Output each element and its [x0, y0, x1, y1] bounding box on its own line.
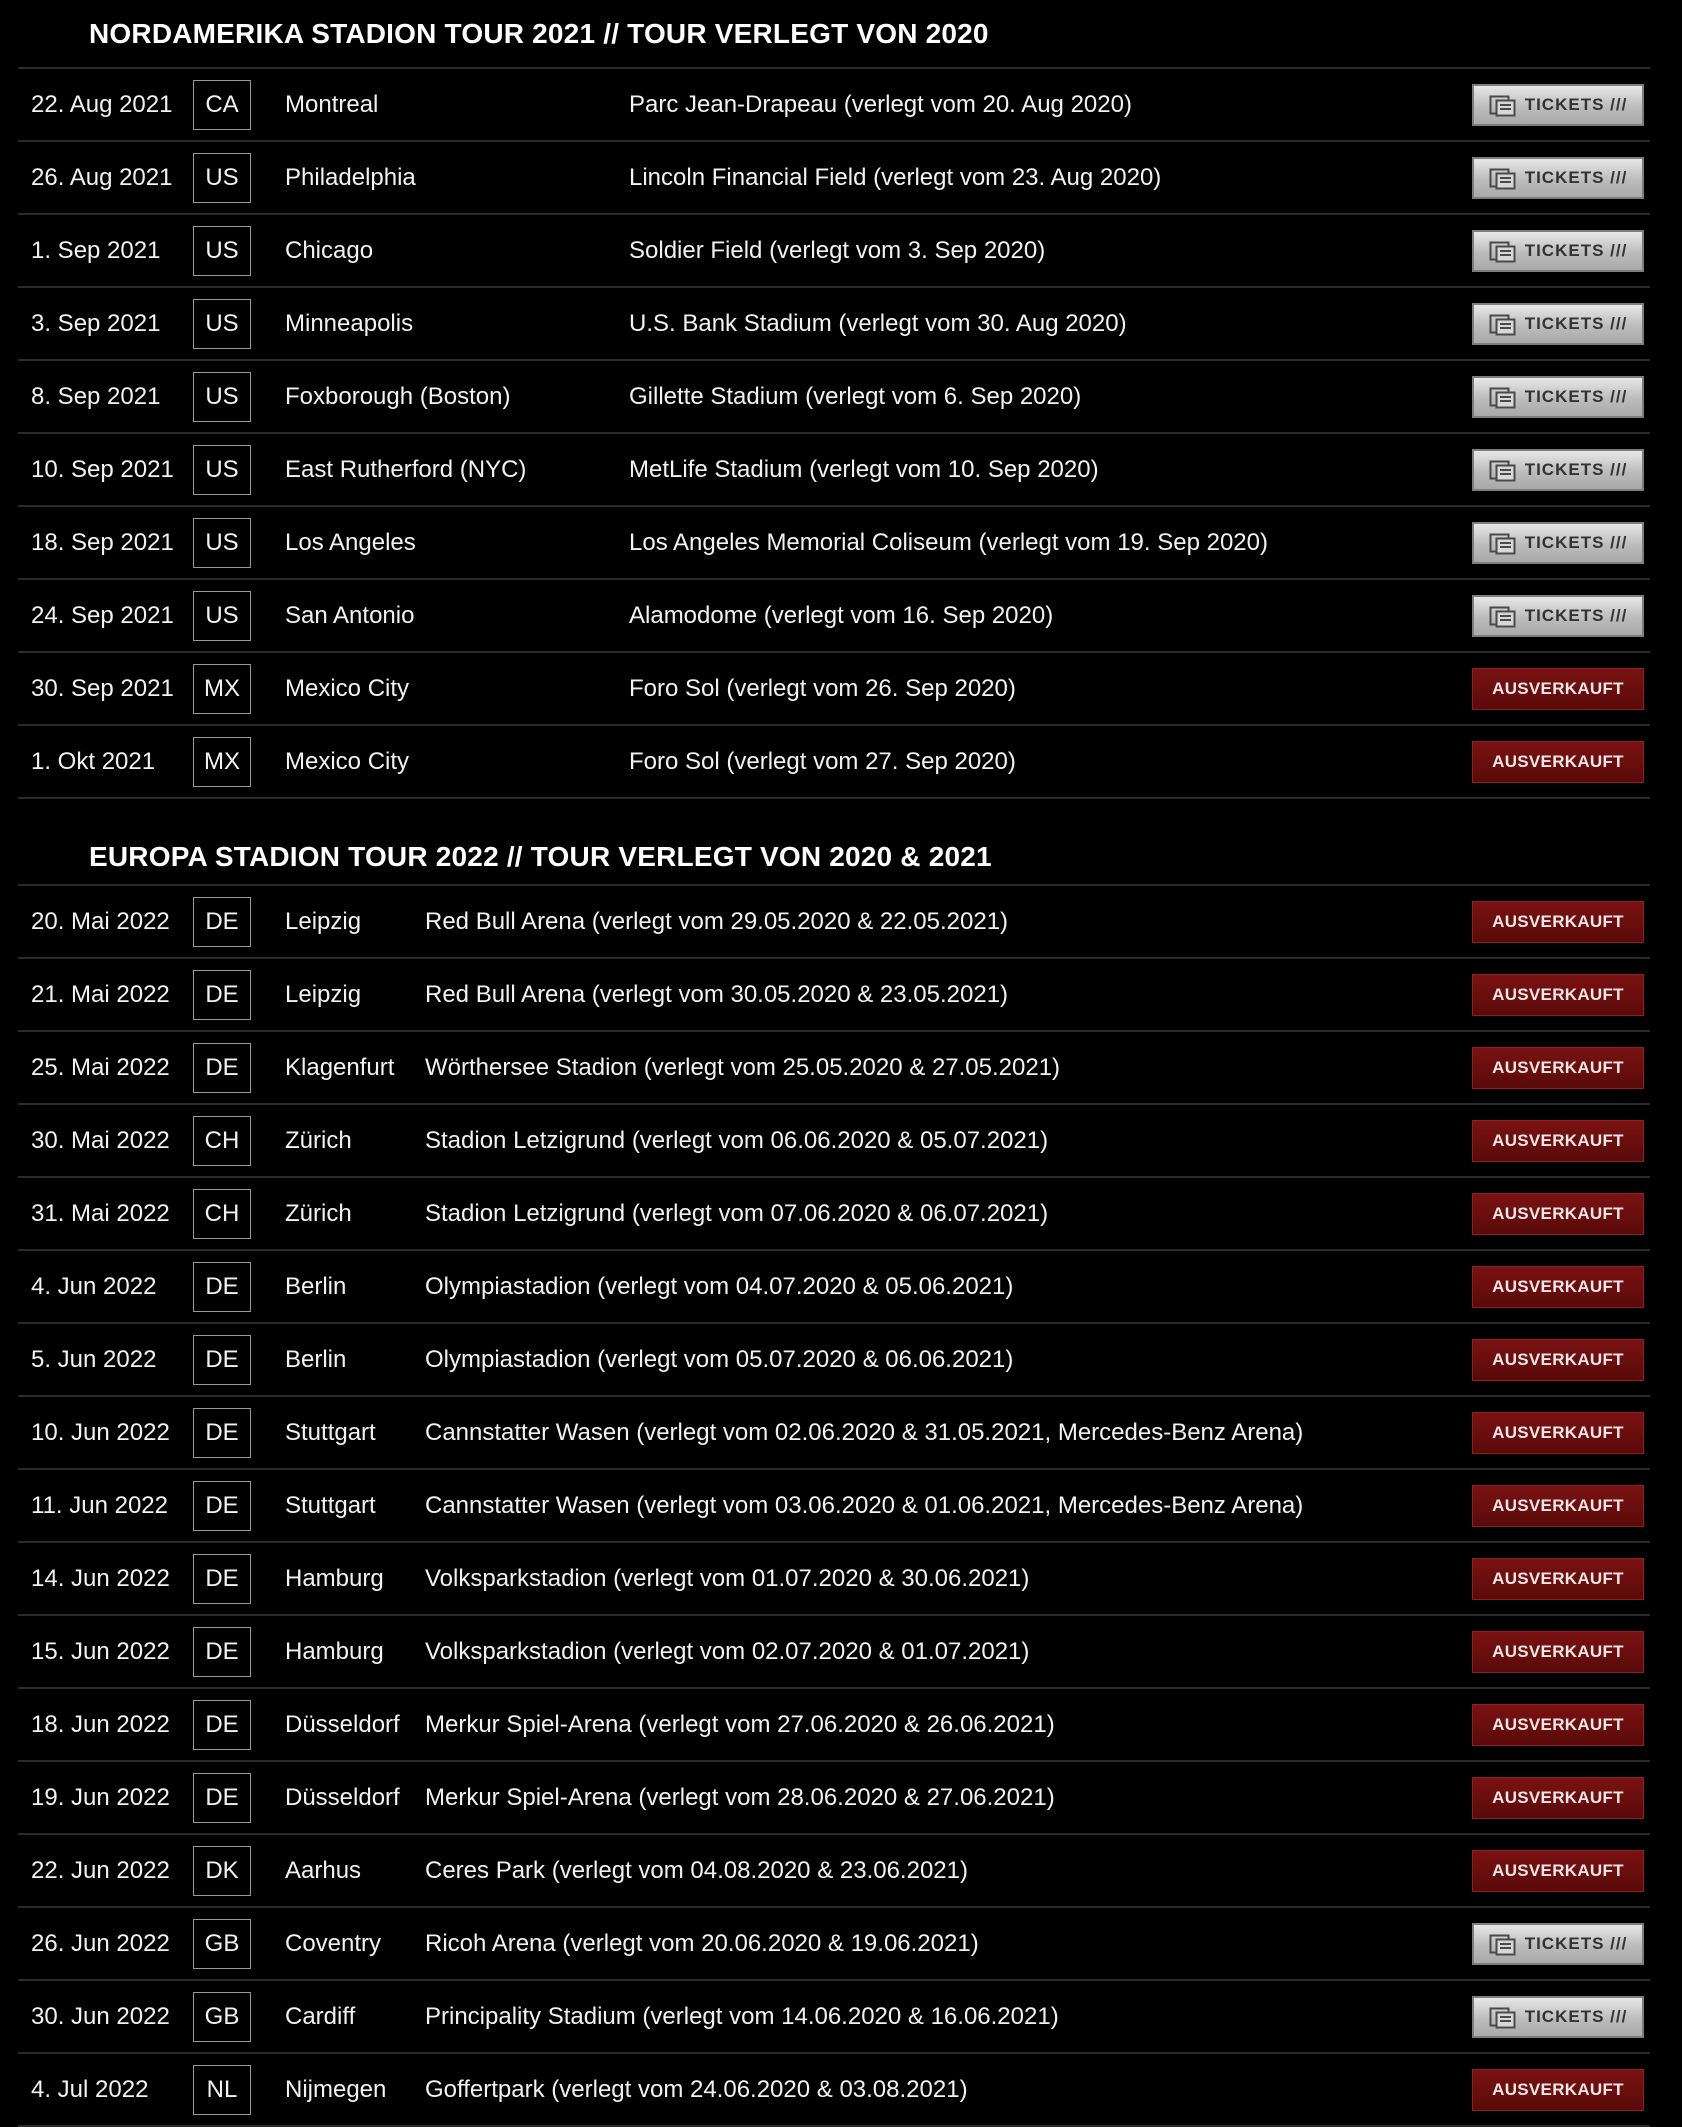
tickets-button[interactable] [1472, 157, 1644, 199]
action-cell [1468, 1850, 1650, 1892]
country-code-badge: US [193, 226, 251, 276]
event-venue: Soldier Field (verlegt vom 3. Sep 2020) [629, 236, 1046, 264]
country-code-badge: US [193, 372, 251, 422]
ticket-icon [1489, 458, 1517, 482]
sold-out-badge: AUSVERKAUFT [1472, 1266, 1644, 1308]
tickets-button[interactable] [1472, 230, 1644, 272]
table-row [18, 1176, 1650, 1249]
ticket-icon [1489, 312, 1517, 336]
event-date: 10. Sep 2021 [31, 455, 174, 483]
event-date: 1. Sep 2021 [31, 236, 161, 264]
tickets-button[interactable] [1472, 376, 1644, 418]
table-row [18, 651, 1650, 724]
event-venue: Red Bull Arena (verlegt vom 30.05.2020 & 23.05.2021) [425, 980, 1009, 1008]
ticket-icon [1489, 1932, 1517, 1956]
ticket-icon [1489, 385, 1517, 409]
action-cell [1468, 1193, 1650, 1235]
event-city: Zürich [285, 1126, 352, 1154]
section-north-america [0, 0, 1682, 799]
event-date: 30. Jun 2022 [31, 2002, 170, 2030]
action-cell [1468, 2069, 1650, 2111]
tickets-button[interactable] [1472, 303, 1644, 345]
table-row [18, 140, 1650, 213]
tickets-label: TICKETS /// [1524, 240, 1628, 260]
table-row [18, 1395, 1650, 1468]
action-cell [1468, 522, 1650, 564]
table-row [18, 505, 1650, 578]
event-date: 10. Jun 2022 [31, 1418, 170, 1446]
country-code-badge: DE [193, 1773, 251, 1823]
sold-out-badge: AUSVERKAUFT [1472, 668, 1644, 710]
event-date: 30. Mai 2022 [31, 1126, 170, 1154]
event-city: Cardiff [285, 2002, 356, 2030]
event-venue: Red Bull Arena (verlegt vom 29.05.2020 & 22.05.2021) [425, 907, 1009, 935]
country-code-badge: DE [193, 970, 251, 1020]
tickets-label: TICKETS /// [1524, 386, 1628, 406]
event-venue: Merkur Spiel-Arena (verlegt vom 27.06.2020 & 26.06.2021) [425, 1710, 1055, 1738]
event-date: 18. Sep 2021 [31, 528, 174, 556]
event-date: 20. Mai 2022 [31, 907, 170, 935]
event-city: Foxborough (Boston) [285, 382, 511, 410]
event-city: Mexico City [285, 674, 410, 702]
table-row [18, 359, 1650, 432]
ticket-icon [1489, 604, 1517, 628]
event-city: Los Angeles [285, 528, 416, 556]
event-venue: Goffertpark (verlegt vom 24.06.2020 & 03.08.2021) [425, 2075, 968, 2103]
event-city: Minneapolis [285, 309, 414, 337]
section-title: NORDAMERIKA STADION TOUR 2021 // TOUR VERLEGT VON 2020 [89, 17, 989, 49]
action-cell [1468, 1412, 1650, 1454]
event-city: Klagenfurt [285, 1053, 395, 1081]
event-date: 3. Sep 2021 [31, 309, 161, 337]
action-cell [1468, 741, 1650, 783]
ticket-icon [1489, 166, 1517, 190]
table-row [18, 432, 1650, 505]
event-date: 22. Jun 2022 [31, 1856, 170, 1884]
table-row [18, 1103, 1650, 1176]
sold-out-badge: AUSVERKAUFT [1472, 1777, 1644, 1819]
event-date: 4. Jun 2022 [31, 1272, 157, 1300]
event-city: Berlin [285, 1345, 347, 1373]
event-city: Stuttgart [285, 1491, 376, 1519]
event-venue: Ceres Park (verlegt vom 04.08.2020 & 23.06.2021) [425, 1856, 968, 1884]
table-row [18, 286, 1650, 359]
event-date: 15. Jun 2022 [31, 1637, 170, 1665]
sold-out-badge: AUSVERKAUFT [1472, 1850, 1644, 1892]
country-code-badge: NL [193, 2065, 251, 2115]
action-cell [1468, 901, 1650, 943]
table-row [18, 1614, 1650, 1687]
action-cell [1468, 595, 1650, 637]
country-code-badge: GB [193, 1919, 251, 1969]
sold-out-badge: AUSVERKAUFT [1472, 1558, 1644, 1600]
country-code-badge: US [193, 445, 251, 495]
action-cell [1468, 449, 1650, 491]
event-city: Zürich [285, 1199, 352, 1227]
event-venue: Volksparkstadion (verlegt vom 02.07.2020 & 01.07.2021) [425, 1637, 1030, 1665]
tour-dates-table [18, 884, 1650, 2127]
action-cell [1468, 1558, 1650, 1600]
event-date: 4. Jul 2022 [31, 2075, 149, 2103]
event-city: East Rutherford (NYC) [285, 455, 527, 483]
table-row [18, 67, 1650, 140]
country-code-badge: DE [193, 1700, 251, 1750]
action-cell [1468, 157, 1650, 199]
tickets-button[interactable] [1472, 595, 1644, 637]
action-cell [1468, 1777, 1650, 1819]
event-city: Berlin [285, 1272, 347, 1300]
event-city: Düsseldorf [285, 1783, 400, 1811]
action-cell [1468, 303, 1650, 345]
country-code-badge: DE [193, 1627, 251, 1677]
action-cell [1468, 84, 1650, 126]
table-row [18, 724, 1650, 799]
country-code-badge: US [193, 153, 251, 203]
country-code-badge: DE [193, 1043, 251, 1093]
action-cell [1468, 668, 1650, 710]
sold-out-badge: AUSVERKAUFT [1472, 1704, 1644, 1746]
table-row [18, 1541, 1650, 1614]
event-date: 21. Mai 2022 [31, 980, 170, 1008]
event-city: Stuttgart [285, 1418, 376, 1446]
event-date: 11. Jun 2022 [31, 1491, 169, 1519]
country-code-badge: MX [193, 737, 251, 787]
event-date: 8. Sep 2021 [31, 382, 161, 410]
ticket-icon [1489, 2005, 1517, 2029]
table-row [18, 213, 1650, 286]
ticket-icon [1489, 93, 1517, 117]
table-row [18, 2052, 1650, 2127]
tickets-button[interactable] [1472, 84, 1644, 126]
event-date: 22. Aug 2021 [31, 90, 173, 118]
event-date: 18. Jun 2022 [31, 1710, 170, 1738]
table-row [18, 1833, 1650, 1906]
sold-out-badge: AUSVERKAUFT [1472, 1339, 1644, 1381]
event-venue: Los Angeles Memorial Coliseum (verlegt vom 19. Sep 2020) [629, 528, 1268, 556]
event-city: Hamburg [285, 1637, 384, 1665]
event-city: Leipzig [285, 907, 362, 935]
country-code-badge: GB [193, 1992, 251, 2042]
event-venue: Wörthersee Stadion (verlegt vom 25.05.2020 & 27.05.2021) [425, 1053, 1061, 1081]
event-venue: MetLife Stadium (verlegt vom 10. Sep 2020) [629, 455, 1099, 483]
tickets-label: TICKETS /// [1524, 2006, 1628, 2026]
event-date: 19. Jun 2022 [31, 1783, 170, 1811]
sold-out-badge: AUSVERKAUFT [1472, 901, 1644, 943]
tickets-label: TICKETS /// [1524, 167, 1628, 187]
event-venue: Parc Jean-Drapeau (verlegt vom 20. Aug 2020) [629, 90, 1132, 118]
sold-out-badge: AUSVERKAUFT [1472, 974, 1644, 1016]
country-code-badge: US [193, 299, 251, 349]
section-title: EUROPA STADION TOUR 2022 // TOUR VERLEGT VON 2020 & 2021 [89, 841, 992, 872]
country-code-badge: US [193, 518, 251, 568]
event-venue: Stadion Letzigrund (verlegt vom 06.06.2020 & 05.07.2021) [425, 1126, 1049, 1154]
table-row [18, 1030, 1650, 1103]
event-venue: Foro Sol (verlegt vom 26. Sep 2020) [629, 674, 1016, 702]
table-row [18, 1687, 1650, 1760]
action-cell [1468, 1923, 1650, 1965]
event-city: Düsseldorf [285, 1710, 400, 1738]
table-row [18, 957, 1650, 1030]
country-code-badge: CA [193, 80, 251, 130]
event-date: 25. Mai 2022 [31, 1053, 170, 1081]
tour-dates-table [18, 67, 1650, 799]
event-city: Montreal [285, 90, 379, 118]
country-code-badge: DE [193, 1335, 251, 1385]
table-row [18, 1468, 1650, 1541]
country-code-badge: CH [193, 1189, 251, 1239]
action-cell [1468, 1266, 1650, 1308]
sold-out-badge: AUSVERKAUFT [1472, 1485, 1644, 1527]
event-city: San Antonio [285, 601, 415, 629]
tickets-label: TICKETS /// [1524, 1933, 1628, 1953]
event-date: 5. Jun 2022 [31, 1345, 157, 1373]
action-cell [1468, 1047, 1650, 1089]
event-venue: Stadion Letzigrund (verlegt vom 07.06.2020 & 06.07.2021) [425, 1199, 1049, 1227]
event-venue: Principality Stadium (verlegt vom 14.06.2020 & 16.06.2021) [425, 2002, 1059, 2030]
event-venue: Gillette Stadium (verlegt vom 6. Sep 2020) [629, 382, 1082, 410]
event-date: 26. Jun 2022 [31, 1929, 170, 1957]
action-cell [1468, 974, 1650, 1016]
event-date: 30. Sep 2021 [31, 674, 174, 702]
sold-out-badge: AUSVERKAUFT [1472, 1047, 1644, 1089]
table-row [18, 1906, 1650, 1979]
event-venue: U.S. Bank Stadium (verlegt vom 30. Aug 2020) [629, 309, 1127, 337]
sold-out-badge: AUSVERKAUFT [1472, 1412, 1644, 1454]
action-cell [1468, 1631, 1650, 1673]
country-code-badge: DE [193, 1554, 251, 1604]
country-code-badge: DE [193, 1481, 251, 1531]
tickets-label: TICKETS /// [1524, 459, 1628, 479]
sold-out-badge: AUSVERKAUFT [1472, 1193, 1644, 1235]
event-venue: Volksparkstadion (verlegt vom 01.07.2020 & 30.06.2021) [425, 1564, 1030, 1592]
action-cell [1468, 230, 1650, 272]
event-date: 26. Aug 2021 [31, 163, 173, 191]
country-code-badge: DE [193, 1408, 251, 1458]
action-cell [1468, 376, 1650, 418]
sold-out-badge: AUSVERKAUFT [1472, 2069, 1644, 2111]
table-row [18, 884, 1650, 957]
tickets-label: TICKETS /// [1524, 605, 1628, 625]
event-city: Leipzig [285, 980, 362, 1008]
table-row [18, 1322, 1650, 1395]
event-city: Mexico City [285, 747, 410, 775]
event-venue: Cannstatter Wasen (verlegt vom 03.06.2020 & 01.06.2021, Mercedes-Benz Arena) [425, 1491, 1304, 1519]
tickets-button[interactable] [1472, 522, 1644, 564]
event-venue: Alamodome (verlegt vom 16. Sep 2020) [629, 601, 1054, 629]
sold-out-badge: AUSVERKAUFT [1472, 741, 1644, 783]
event-city: Aarhus [285, 1856, 362, 1884]
tickets-button[interactable] [1472, 449, 1644, 491]
event-venue: Olympiastadion (verlegt vom 05.07.2020 & 06.06.2021) [425, 1345, 1014, 1373]
action-cell [1468, 1704, 1650, 1746]
ticket-icon [1489, 531, 1517, 555]
country-code-badge: CH [193, 1116, 251, 1166]
action-cell [1468, 1120, 1650, 1162]
table-row [18, 1760, 1650, 1833]
country-code-badge: DK [193, 1846, 251, 1896]
country-code-badge: DE [193, 897, 251, 947]
event-date: 31. Mai 2022 [31, 1199, 170, 1227]
action-cell [1468, 1485, 1650, 1527]
country-code-badge: DE [193, 1262, 251, 1312]
ticket-icon [1489, 239, 1517, 263]
event-city: Chicago [285, 236, 374, 264]
tickets-button[interactable] [1472, 1996, 1644, 2038]
event-venue: Olympiastadion (verlegt vom 04.07.2020 & 05.06.2021) [425, 1272, 1014, 1300]
tickets-label: TICKETS /// [1524, 313, 1628, 333]
event-city: Hamburg [285, 1564, 384, 1592]
event-city: Philadelphia [285, 163, 416, 191]
section-europe [0, 840, 1682, 2127]
action-cell [1468, 1339, 1650, 1381]
event-date: 14. Jun 2022 [31, 1564, 170, 1592]
tickets-label: TICKETS /// [1524, 94, 1628, 114]
country-code-badge: MX [193, 664, 251, 714]
tickets-label: TICKETS /// [1524, 532, 1628, 552]
action-cell [1468, 1996, 1650, 2038]
country-code-badge: US [193, 591, 251, 641]
tickets-button[interactable] [1472, 1923, 1644, 1965]
table-row [18, 578, 1650, 651]
event-venue: Cannstatter Wasen (verlegt vom 02.06.2020 & 31.05.2021, Mercedes-Benz Arena) [425, 1418, 1304, 1446]
event-date: 1. Okt 2021 [31, 747, 156, 775]
event-venue: Merkur Spiel-Arena (verlegt vom 28.06.2020 & 27.06.2021) [425, 1783, 1055, 1811]
event-venue: Lincoln Financial Field (verlegt vom 23. Aug 2020) [629, 163, 1162, 191]
table-row [18, 1249, 1650, 1322]
event-venue: Ricoh Arena (verlegt vom 20.06.2020 & 19.06.2021) [425, 1929, 979, 1957]
event-city: Coventry [285, 1929, 382, 1957]
table-row [18, 1979, 1650, 2052]
sold-out-badge: AUSVERKAUFT [1472, 1631, 1644, 1673]
event-venue: Foro Sol (verlegt vom 27. Sep 2020) [629, 747, 1016, 775]
event-city: Nijmegen [285, 2075, 387, 2103]
sold-out-badge: AUSVERKAUFT [1472, 1120, 1644, 1162]
event-date: 24. Sep 2021 [31, 601, 174, 629]
